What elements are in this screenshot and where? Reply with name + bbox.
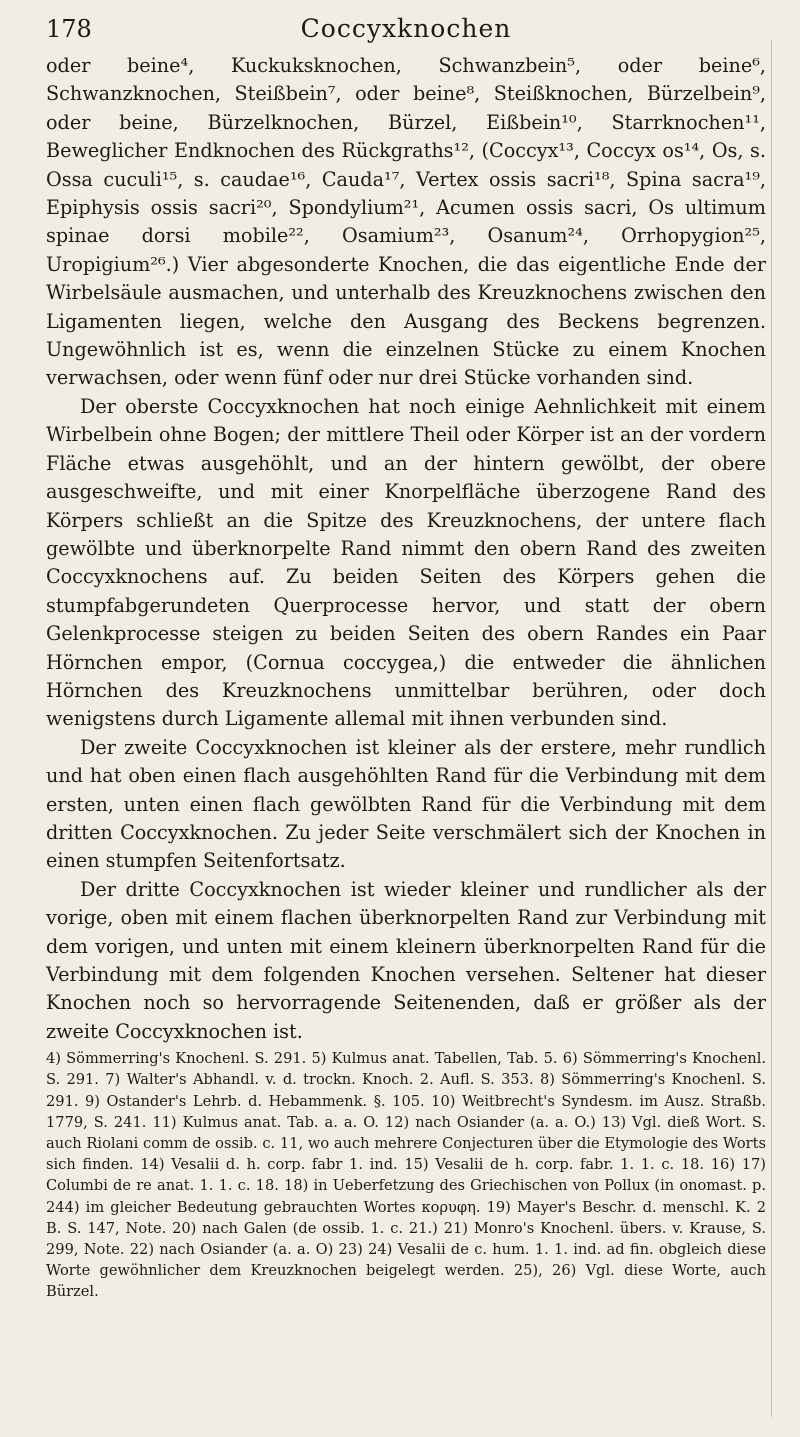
paragraph-first-bone: Der oberste Coccyxknochen hat noch einige Aehnlichkeit mit einem Wirbelbein ohne Bogen; der mittlere Theil oder Körper ist an der vordern Fläche etwas ausgehöhlt, und an der hintern gewölbt, der obere ausgeschweifte, und mit einer Knorpelfläche überzogene Rand des Körpers schließt an die Spitze des Kreuzknochens, der untere flach gewölbte und überknorpelte Rand nimmt den obern Rand des zweiten Coccyxknochens auf. Zu beiden Seiten des Körpers gehen die stumpfabgerundeten Querprocesse hervor, und statt der obern Gelenkprocesse steigen zu beiden Seiten des obern Randes ein Paar Hörnchen empor, (Cornua coccygea,) die entweder die ähnlichen Hörnchen des Kreuzknochens unmittelbar berühren, oder doch wenigstens durch Ligamente allemal mit ihnen verbunden sind. (46, 394, 766, 731)
page-edge (771, 40, 794, 1417)
footnotes (46, 1048, 766, 1302)
body-text (46, 52, 766, 1046)
running-title: Coccyxknochen (300, 14, 512, 43)
paragraph-second-bone: Der zweite Coccyxknochen ist kleiner als der erstere, mehr rundlich und hat oben einen flach ausgehöhlten Rand für die Verbindung mit dem ersten, unten einen flach gewölbten Rand für die Verbindung mit dem dritten Coccyxknochen. Zu jeder Seite verschmälert sich der Knochen in einen stumpfen Seitenfortsatz. (46, 735, 766, 873)
paragraph-synonyms: oder beine⁴, Kuckuksknochen, Schwanzbein⁵, oder beine⁶, Schwanzknochen, Steißbein⁷, oder beine⁸, Steißknochen, Bürzelbein⁹, oder beine, Bürzelknochen, Bürzel, Eißbein¹⁰, Starrknochen¹¹, Beweglicher Endknochen des Rückgraths¹², (Coccyx¹³, Coccyx os¹⁴, Os, s. Ossa cuculi¹⁵, s. caudae¹⁶, Cauda¹⁷, Vertex ossis sacri¹⁸, Spina sacra¹⁹, Epiphysis ossis sacri²⁰, Spondylium²¹, Acumen ossis sacri, Os ultimum spinae dorsi mobile²², Osamium²³, Osanum²⁴, Orrhopygion²⁵, Uropigium²⁶.) Vier abgesonderte Knochen, die das eigentliche Ende der Wirbelsäule ausmachen, und unterhalb des Kreuzknochens zwischen den Ligamenten liegen, welche den Ausgang des Beckens begrenzen. Ungewöhnlich ist es, wenn die einzelnen Stücke zu einem Knochen verwachsen, oder wenn fünf oder nur drei Stücke vorhanden sind. (46, 54, 766, 390)
footnote-block: 4) Sömmerring's Knochenl. S. 291. 5) Kulmus anat. Tabellen, Tab. 5. 6) Sömmerring's Knochenl. S. 291. 7) Walter's Abhandl. v. d. trockn. Knoch. 2. Aufl. S. 353. 8) Sömmerring's Knochenl. S. 291. 9) Ostander's Lehrb. d. Hebammenk. §. 105. 10) Weitbrecht's Syndesm. im Ausz. Straßb. 1779, S. 241. 11) Kulmus anat. Tab. a. a. O. 12) nach Osiander (a. a. O.) 13) Vgl. dieß Wort. S. auch Riolani comm de ossib. c. 11, wo auch mehrere Conjecturen über die Etymologie des Worts sich finden. 14) Vesalii d. h. corp. fabr 1. ind. 15) Vesalii de h. corp. fabr. 1. 1. c. 18. 16) 17) Columbi de re anat. 1. 1. c. 18. 18) in Ueberfetzung des Griechischen von Pollux (in onomast. p. 244) im gleicher Bedeutung gebrauchten Wortes κορυφη. 19) Mayer's Beschr. d. menschl. K. 2 B. S. 147, Note. 20) nach Galen (de ossib. 1. c. 21.) 21) Monro's Knochenl. übers. v. Krause, S. 299, Note. 22) nach Osiander (a. a. O) 23) 24) Vesalii de c. hum. 1. 1. ind. ad fin. obgleich diese Worte gewöhnlicher dem Kreuzknochen beigelegt werden. 25), 26) Vgl. diese Worte, auch Bürzel. (46, 1050, 766, 1301)
page-header (46, 14, 766, 48)
paragraph-third-bone: Der dritte Coccyxknochen ist wieder kleiner und rundlicher als der vorige, oben mit einem flachen überknorpelten Rand zur Verbindung mit dem vorigen, und unten mit einem kleinern überknorpelten Rand für die Verbindung mit dem folgenden Knochen versehen. Seltener hat dieser Knochen noch so hervorragende Seitenenden, daß er größer als der zweite Coccyxknochen ist. (46, 877, 766, 1043)
page-number: 178 (46, 15, 92, 43)
